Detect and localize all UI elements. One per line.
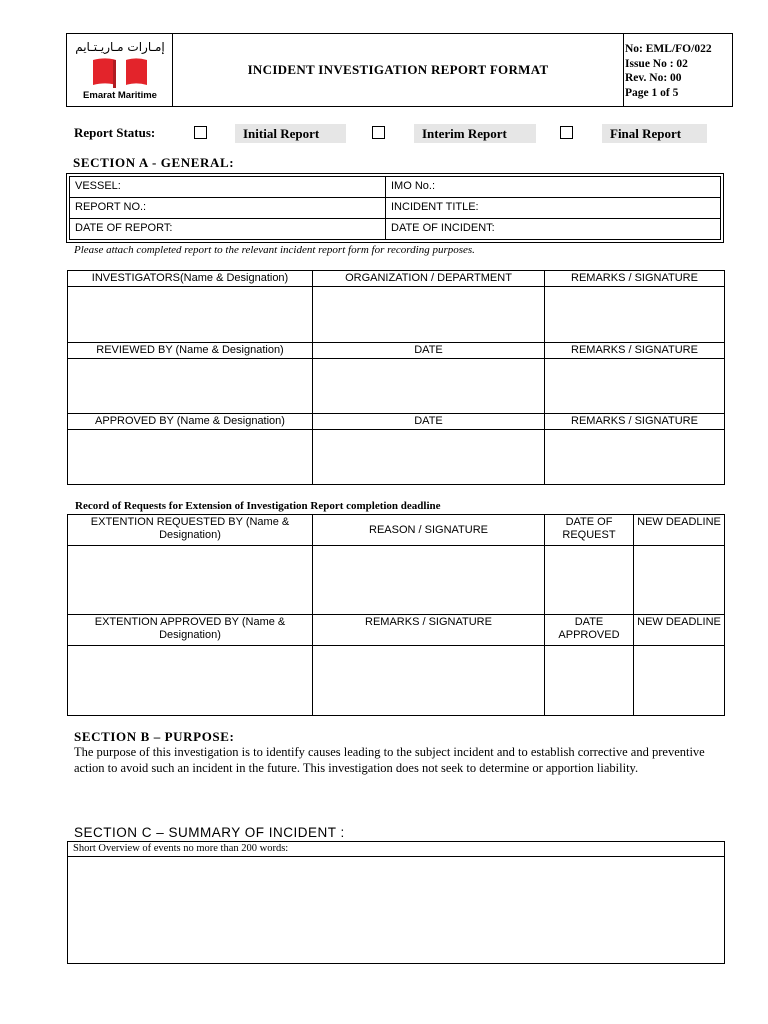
extension-requested-cell[interactable] <box>68 546 313 615</box>
purpose-text: The purpose of this investigation is to identify causes leading to the subject incident and to establish corrective and preventive action to avoid such an incident in the future. This investigation does not seek to determine or apportion liability. <box>74 745 705 775</box>
approved-date-cell[interactable] <box>313 430 545 485</box>
date-of-report-field[interactable]: DATE OF REPORT: <box>70 219 386 240</box>
initial-report-checkbox[interactable] <box>194 126 207 139</box>
approved-remarks-header: REMARKS / SIGNATURE <box>545 414 725 430</box>
attach-note: Please attach completed report to the relevant incident report form for recording purposes. <box>74 244 475 256</box>
final-report-label: Final Report <box>602 124 707 143</box>
approved-new-deadline-header: NEW DEADLINE <box>634 615 725 646</box>
remarks-signature-cell[interactable] <box>545 287 725 343</box>
reason-signature-cell[interactable] <box>313 546 545 615</box>
section-a-title: SECTION A - GENERAL: <box>73 155 235 170</box>
general-info-table <box>66 173 724 243</box>
date-approved-header: DATE APPROVED <box>545 615 634 646</box>
interim-report-label: Interim Report <box>414 124 536 143</box>
summary-box-label: Short Overview of events no more than 200 words: <box>68 842 724 857</box>
remarks-signature-header: REMARKS / SIGNATURE <box>545 271 725 287</box>
new-deadline-cell[interactable] <box>634 546 725 615</box>
logo-box <box>67 34 173 106</box>
extension-approved-header: EXTENTION APPROVED BY (Name & Designation) <box>68 615 313 646</box>
summary-box[interactable] <box>67 841 725 964</box>
logo-arabic-text: إمـارات مـاريـتـايم <box>75 40 165 54</box>
approved-date-header: DATE <box>313 414 545 430</box>
reviewed-remarks-cell[interactable] <box>545 359 725 414</box>
flag-logo-icon <box>87 56 153 90</box>
approved-by-cell[interactable] <box>68 430 313 485</box>
vessel-field[interactable]: VESSEL: <box>70 177 386 198</box>
extension-table-title: Record of Requests for Extension of Investigation Report completion deadline <box>75 500 441 512</box>
investigators-cell[interactable] <box>68 287 313 343</box>
reviewed-by-cell[interactable] <box>68 359 313 414</box>
section-c-title: SECTION C – SUMMARY OF INCIDENT : <box>74 825 345 840</box>
document-info <box>625 42 733 100</box>
approved-remarks-signature-header: REMARKS / SIGNATURE <box>313 615 545 646</box>
document-title: INCIDENT INVESTIGATION REPORT FORMAT <box>173 34 624 106</box>
issue-number: Issue No : 02 <box>625 57 688 70</box>
date-of-request-header: DATE OF REQUEST <box>545 515 634 546</box>
reason-signature-header: REASON / SIGNATURE <box>313 515 545 546</box>
report-status-label: Report Status: <box>74 125 156 140</box>
approved-new-deadline-cell[interactable] <box>634 646 725 716</box>
extension-approved-cell[interactable] <box>68 646 313 716</box>
approved-remarks-signature-cell[interactable] <box>313 646 545 716</box>
section-b-title: SECTION B – PURPOSE: <box>74 729 235 744</box>
interim-report-checkbox[interactable] <box>372 126 385 139</box>
organization-cell[interactable] <box>313 287 545 343</box>
logo-name: Emarat Maritime <box>83 90 157 101</box>
reviewed-by-header: REVIEWED BY (Name & Designation) <box>68 343 313 359</box>
investigators-header: INVESTIGATORS(Name & Designation) <box>68 271 313 287</box>
reviewed-remarks-header: REMARKS / SIGNATURE <box>545 343 725 359</box>
new-deadline-header: NEW DEADLINE <box>634 515 725 546</box>
investigators-table <box>67 270 725 485</box>
extension-requested-header: EXTENTION REQUESTED BY (Name & Designation) <box>68 515 313 546</box>
page-number: Page 1 of 5 <box>625 86 679 99</box>
approved-by-header: APPROVED BY (Name & Designation) <box>68 414 313 430</box>
date-of-request-cell[interactable] <box>545 546 634 615</box>
organization-header: ORGANIZATION / DEPARTMENT <box>313 271 545 287</box>
reviewed-date-cell[interactable] <box>313 359 545 414</box>
approved-remarks-cell[interactable] <box>545 430 725 485</box>
date-of-incident-field[interactable]: DATE OF INCIDENT: <box>386 219 721 240</box>
doc-number: No: EML/FO/022 <box>625 43 712 55</box>
report-no-field[interactable]: REPORT NO.: <box>70 198 386 219</box>
revision-number: Rev. No: 00 <box>625 72 682 84</box>
final-report-checkbox[interactable] <box>560 126 573 139</box>
reviewed-date-header: DATE <box>313 343 545 359</box>
document-header <box>66 33 733 107</box>
imo-field[interactable]: IMO No.: <box>386 177 721 198</box>
initial-report-label: Initial Report <box>235 124 346 143</box>
extension-table <box>67 514 725 716</box>
date-approved-cell[interactable] <box>545 646 634 716</box>
incident-title-field[interactable]: INCIDENT TITLE: <box>386 198 721 219</box>
